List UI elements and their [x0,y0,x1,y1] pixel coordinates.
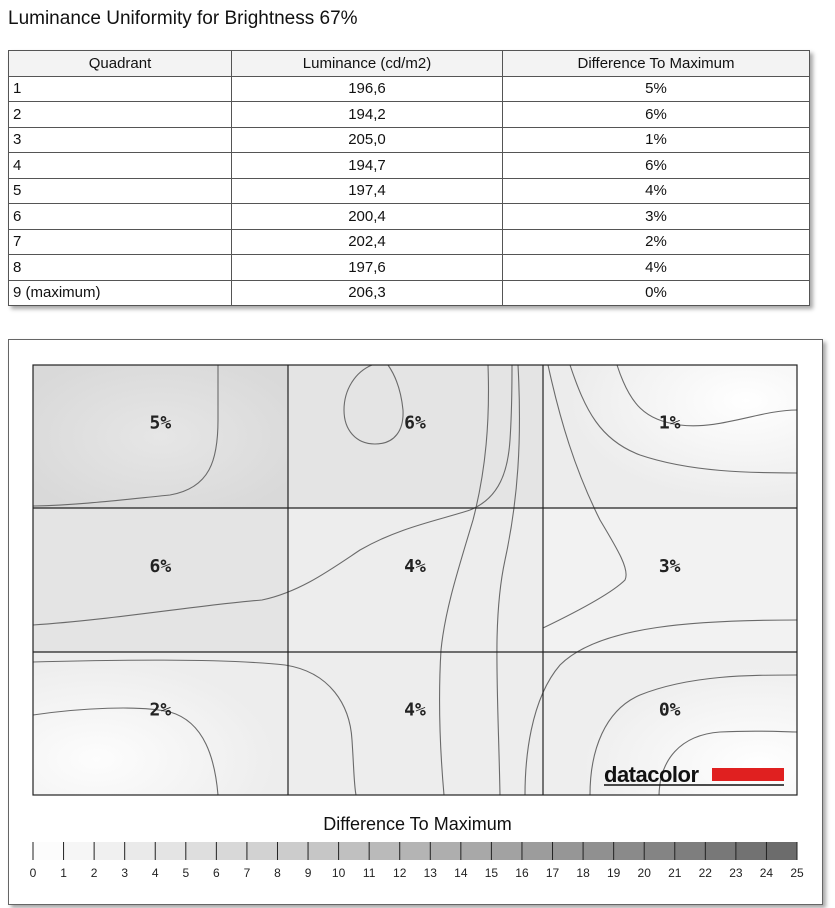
cell-value-label: 2% [149,699,172,721]
colorbar-swatch [400,842,431,860]
difference-cell: 6% [503,153,810,179]
colorbar-tick-label: 21 [668,866,682,880]
luminance-cell: 206,3 [232,280,503,306]
colorbar-swatch [339,842,370,860]
colorbar-tick-label: 13 [423,866,437,880]
colorbar-swatch [461,842,492,860]
colorbar-tick-label: 9 [304,866,312,880]
luminance-cell: 197,6 [232,255,503,281]
cell-value-label: 5% [149,412,172,434]
colorbar-tick-label: 6 [213,866,220,880]
quadrant-cell: 7 [9,229,232,255]
colorbar-swatch [33,842,64,860]
colorbar-swatch [277,842,308,860]
colorbar-tick-label: 19 [606,866,621,880]
colorbar-tick-label: 23 [729,866,743,880]
difference-cell: 0% [503,280,810,306]
colorbar-tick-label: 10 [331,866,346,880]
colorbar-tick-label: 18 [576,866,590,880]
colorbar-tick-label: 4 [151,866,159,880]
difference-cell: 4% [503,178,810,204]
colorbar-swatch [766,842,797,860]
colorbar-tick-label: 12 [393,866,407,880]
luminance-cell: 196,6 [232,76,503,102]
quadrant-cell: 8 [9,255,232,281]
quadrant-cell: 5 [9,178,232,204]
heatmap-cell [542,365,797,508]
colorbar-tick-label: 11 [362,866,376,880]
colorbar-swatch [94,842,125,860]
quadrant-cell: 3 [9,127,232,153]
colorbar-swatch [64,842,95,860]
luminance-cell: 194,7 [232,153,503,179]
logo-bar [712,768,784,781]
colorbar-swatch [430,842,461,860]
colorbar-swatch [583,842,614,860]
luminance-cell: 205,0 [232,127,503,153]
colorbar-tick-label: 17 [545,866,560,880]
cell-value-label: 4% [404,556,426,577]
colorbar-tick-label: 1 [60,866,67,880]
colorbar-tick-label: 5 [182,866,190,880]
colorbar-tick-label: 0 [29,866,37,880]
colorbar-swatch [308,842,339,860]
difference-cell: 3% [503,204,810,230]
heatmap-cell [33,365,288,508]
difference-cell: 6% [503,102,810,128]
cell-value-label: 6% [404,412,426,434]
colorbar-swatch [216,842,247,860]
heatmap-cell [542,508,797,651]
cell-value-label: 6% [149,556,172,577]
colorbar-swatch [125,842,156,860]
cell-value-label: 0% [658,699,681,721]
colorbar-swatch [247,842,278,860]
colorbar-swatch [614,842,645,860]
colorbar-swatch [155,842,186,860]
luminance-cell: 202,4 [232,229,503,255]
column-header-luminance: Luminance (cd/m2) [232,51,503,77]
quadrant-cell: 1 [9,76,232,102]
heatmap-cell [288,365,543,508]
cell-value-label: 4% [404,699,426,721]
column-header-difference: Difference To Maximum [503,51,810,77]
colorbar-swatch [491,842,522,860]
colorbar-swatch [186,842,217,860]
difference-cell: 2% [503,229,810,255]
colorbar-swatch [675,842,706,860]
difference-cell: 4% [503,255,810,281]
colorbar-swatch [522,842,553,860]
page-title: Luminance Uniformity for Brightness 67% [8,8,358,29]
colorbar-swatch [705,842,736,860]
difference-cell: 1% [503,127,810,153]
quadrant-cell: 4 [9,153,232,179]
quadrant-cell: 6 [9,204,232,230]
colorbar-tick-label: 20 [637,866,651,880]
colorbar-swatch [644,842,675,860]
colorbar-swatch [736,842,767,860]
colorbar-tick-label: 24 [759,866,774,880]
luminance-cell: 197,4 [232,178,503,204]
colorbar-tick-label: 25 [790,866,804,880]
cell-value-label: 3% [658,556,681,577]
heatmap-cell [33,652,288,795]
colorbar-swatch [369,842,400,860]
colorbar-tick-label: 16 [515,866,529,880]
colorbar-tick-label: 3 [121,866,129,880]
colorbar-tick-label: 2 [90,866,98,880]
colorbar-tick-label: 14 [454,866,468,880]
colorbar-swatch [553,842,584,860]
quadrant-cell: 2 [9,102,232,128]
difference-cell: 5% [503,76,810,102]
colorbar-title: Difference To Maximum [323,814,512,834]
heatmap-cell [288,508,543,651]
column-header-quadrant: Quadrant [9,51,232,77]
colorbar-tick-label: 15 [484,866,499,880]
colorbar-tick-label: 7 [243,866,251,880]
luminance-cell: 194,2 [232,102,503,128]
datacolor-logo: datacolor [604,762,699,787]
colorbar-tick-label: 22 [698,866,712,880]
quadrant-cell: 9 (maximum) [9,280,232,306]
heatmap-cell [288,652,543,795]
heatmap-cell [33,508,288,651]
luminance-cell: 200,4 [232,204,503,230]
colorbar-tick-label: 8 [274,866,281,880]
cell-value-label: 1% [658,412,681,434]
